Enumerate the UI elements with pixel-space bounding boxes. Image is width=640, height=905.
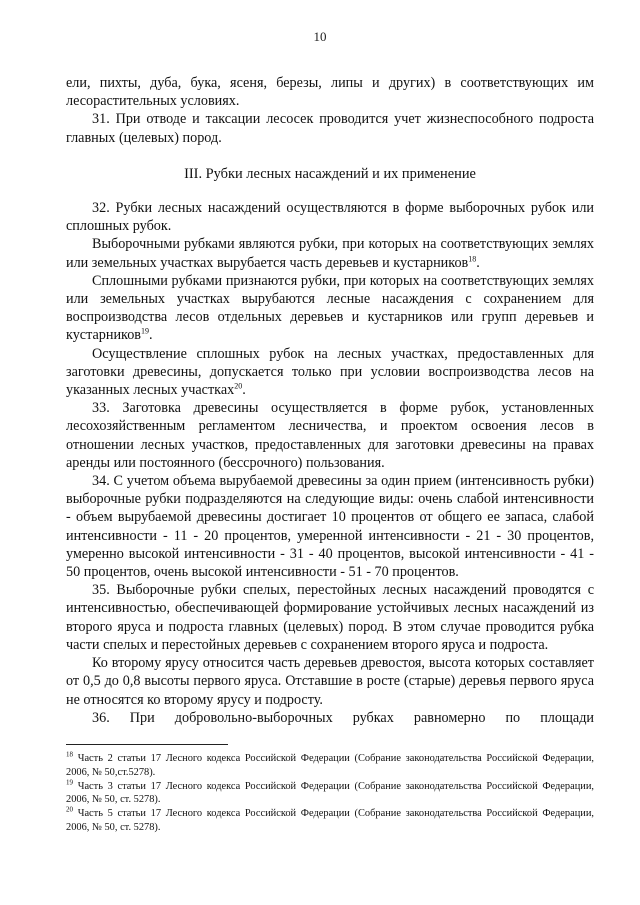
paragraph-second-tier: Ко второму ярусу относится часть деревьев древостоя, высота которых составляет от 0,5 до 0,8 высоты первого яруса. Отставшие в росте (старые) деревья первого яруса не относятся ко второму ярусу и подросту. bbox=[66, 655, 594, 708]
footnote-18: $^{18}$ Часть 2 статьи 17 Лесного кодекса Российской Федерации (Собрание законодательства Российской Федерации, 2006, № 50,ст.5278). bbox=[66, 750, 594, 778]
footnote-ref-19: 19 bbox=[141, 326, 149, 336]
paragraph-33: 33. Заготовка древесины осуществляется в форме рубок, установленных лесохозяйственным регламентом лесничества, и проектом освоения лесов в отношении лесных участков, предоставленных для заготовки древесины на правах аренды или постоянного (бессрочного) пользования. bbox=[66, 400, 595, 471]
paragraph-selective-cuttings: Выборочными рубками являются рубки, при которых на соответствующих землях или земельных участках вырубается часть деревьев и кустарников$^{18}$. bbox=[66, 236, 594, 271]
paragraph-35: 35. Выборочные рубки спелых, перестойных лесных насаждений проводятся с интенсивностью, обеспечивающей формирование устойчивых лесных насаждений из второго яруса и подроста главных (целевых) пород. В этом случае проводится рубка части спелых и перестойных деревьев с сохранением второго яруса и подроста. bbox=[66, 582, 594, 653]
footnote-ref-18: 18 bbox=[468, 253, 477, 263]
footnote-ref-20: 20 bbox=[234, 381, 243, 391]
paragraph-34: 34. С учетом объема вырубаемой древесины за один прием (интенсивность рубки) выборочные рубки подразделяются на следующие виды: очень слабой интенсивности - объем вырубаемой древесины достигает 10 процентов от общего ее запаса, слабой интенсивности - 11 - 20 процентов, умеренной интенсивности - 21 - 30 процентов, умеренно высокой интенсивности - 31 - 40 процентов, высокой интенсивности - 41 - 50 процентов, очень высокой интенсивности - 51 - 70 процентов. bbox=[66, 473, 594, 581]
footnote-separator bbox=[66, 744, 228, 745]
paragraph-continuation: ели, пихты, дуба, бука, ясеня, березы, липы и других) в соответствующих им лесорастительных условиях. bbox=[66, 75, 594, 110]
page-number: 10 bbox=[313, 29, 327, 44]
footnote-20: $^{20}$ Часть 5 статьи 17 Лесного кодекса Российской Федерации (Собрание законодательства Российской Федерации, 2006, № 50, ст. 5278). bbox=[66, 805, 594, 833]
paragraph-36: 36. При добровольно-выборочных рубках равномерно по площади bbox=[92, 709, 594, 726]
footnotes bbox=[66, 752, 594, 835]
paragraph-clear-cuttings-conditions: Осуществление сплошных рубок на лесных участках, предоставленных для заготовки древесины, допускается только при условии воспроизводства лесов на указанных лесных участках$^{20}$. bbox=[66, 345, 594, 399]
footnote-19: $^{19}$ Часть 3 статьи 17 Лесного кодекса Российской Федерации (Собрание законодательства Российской Федерации, 2006, № 50, ст. 5278). bbox=[66, 778, 594, 806]
paragraph-32: 32. Рубки лесных насаждений осуществляются в форме выборочных рубок или сплошных рубок. bbox=[66, 200, 594, 235]
paragraph-clear-cuttings: Сплошными рубками признаются рубки, при которых на соответствующих землях или земельных участках вырубаются лесные насаждения с сохранением для воспроизводства лесов отдельных деревьев и кустарников или групп деревьев и кустарников$^{19}$. bbox=[66, 272, 594, 344]
document-body bbox=[66, 74, 594, 727]
paragraph-31: 31. При отводе и таксации лесосек проводится учет жизнеспособного подроста главных (целевых) пород. bbox=[66, 111, 595, 146]
section-heading: III. Рубки лесных насаждений и их применение bbox=[184, 165, 476, 182]
